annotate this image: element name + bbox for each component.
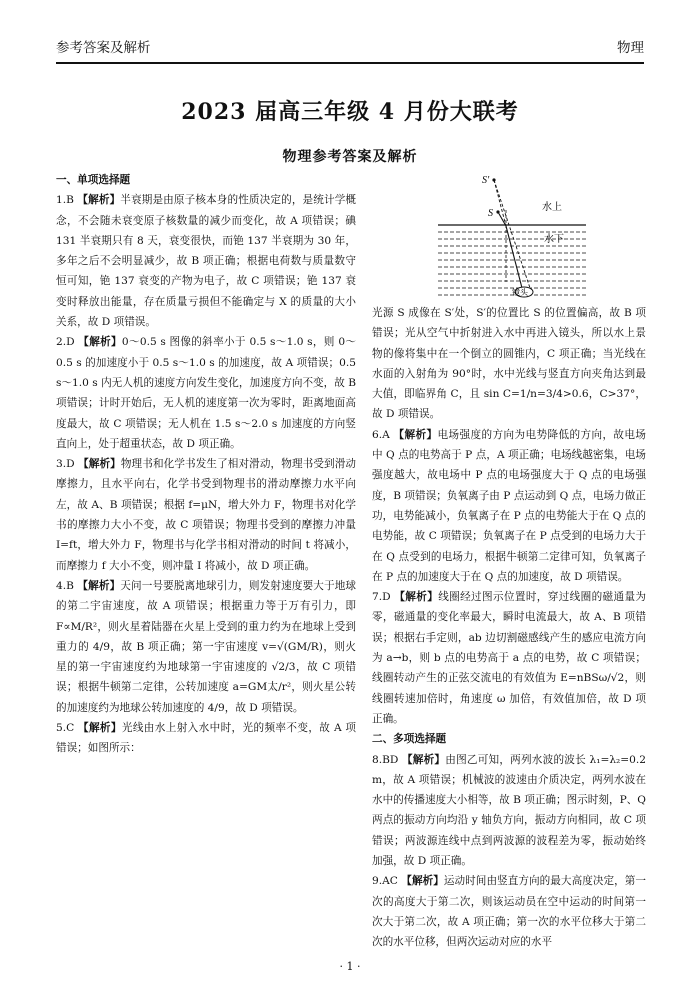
answer-choice: D	[66, 458, 75, 471]
refraction-diagram	[372, 170, 646, 302]
answer-item	[372, 750, 646, 872]
analysis-tag: 【解析】	[77, 579, 121, 592]
answer-item	[56, 190, 356, 332]
answer-choice: C	[66, 722, 75, 735]
answer-choice: B	[66, 579, 74, 592]
label-above-water: 水上	[542, 202, 562, 213]
answer-item	[56, 576, 356, 718]
question-number: 6.	[372, 428, 383, 441]
question-number: 2.	[56, 336, 67, 349]
analysis-tag: 【解析】	[77, 722, 122, 735]
virtual-ray	[494, 180, 506, 226]
source-point	[496, 210, 499, 213]
left-column	[56, 170, 356, 759]
analysis-tag: 【解析】	[78, 336, 122, 349]
question-number: 5.	[56, 722, 67, 735]
header-rule	[56, 62, 644, 64]
answer-choice: D	[66, 336, 75, 349]
answer-item	[56, 454, 356, 576]
virtual-ray	[494, 180, 530, 288]
analysis-tag: 【解析】	[78, 458, 121, 471]
page-number: · 1 ·	[339, 960, 361, 973]
label-s: S	[488, 208, 493, 219]
answer-item	[56, 718, 356, 759]
label-s-prime: S′	[482, 175, 490, 186]
question-number: 3.	[56, 458, 67, 471]
analysis-tag: 【解析】	[77, 194, 121, 207]
analysis-text: 光线由水上射入水中时，光的频率不变，故 A 项错误；如图所示：	[56, 722, 357, 755]
answer-item-continued	[372, 303, 646, 425]
label-below-water: 水下	[544, 234, 564, 245]
analysis-text: 物理书和化学书发生了相对滑动，物理书受到滑动摩擦力，且水平向右，化学书受到物理书的滑动摩擦力水平向左，故 A、B 项错误；根据 f=μN，增大外力 F，物理书对化学书的摩擦力大小不变，故 C 项错误；物理书受到的摩擦力冲量 I=ft，增大外力 F，物理书与化学书相对滑动的时间 t 将减小，而摩擦力 f 大小不变，则冲量 I 将减小，故 D 项正确。	[56, 458, 357, 572]
analysis-text: 电场强度的方向为电势降低的方向，故电场中 Q 点的电势高于 P 点，A 项正确；电场线越密集，电场强度越大，故电场中 P 点的电场强度大于 Q 点的电场强度，B 项错误；负氧离子由 P 点运动到 Q 点，电场力做正功，电势能减小，负氧离子在 P 点的电势能大于在 Q 点的电势能，故 C 项错误；负氧离子在 P 点受到的电场力大于在 Q 点受到的电场力，根据牛顿第二定律可知，负氧离子在 P 点的加速度大于在 Q 点的加速度，故 D 项错误。	[372, 428, 647, 583]
answer-item	[372, 871, 646, 952]
answer-choice: B	[66, 194, 74, 207]
source-point-image	[492, 178, 495, 181]
section-heading-single: 一、单项选择题	[56, 174, 131, 186]
answer-item	[372, 587, 646, 729]
right-column	[372, 303, 646, 953]
incident-ray	[498, 212, 506, 226]
analysis-tag: 【解析】	[401, 753, 446, 766]
analysis-tag: 【解析】	[394, 591, 439, 604]
header-left-title: 参考答案及解析	[56, 40, 151, 56]
page-subtitle: 物理参考答案及解析	[282, 149, 418, 165]
analysis-tag: 【解析】	[401, 875, 444, 888]
question-number: 8.	[372, 753, 383, 766]
answer-item	[372, 425, 646, 587]
question-number: 9.	[372, 875, 383, 888]
answer-choice: BD	[382, 753, 399, 766]
question-number: 7.	[372, 591, 383, 604]
answer-choice: D	[382, 591, 391, 604]
label-lens: 镜头	[512, 288, 528, 297]
question-number: 1.	[56, 194, 67, 207]
answer-choice: A	[382, 428, 390, 441]
header-subject: 物理	[617, 40, 644, 56]
analysis-text: 半衰期是由原子核本身的性质决定的，是统计学概念，不会随未衰变原子核数量的减少而变化，故 A 项错误；碘 131 半衰期只有 8 天，衰变很快，而铯 137 半衰期为 30 年，多年之后不会明显减少，故 B 项正确；根据电荷数与质量数守恒可知，铯 137 衰变的产物为电子，故 C 项错误；铯 137 衰变时释放出能量，存在质量亏损但不能确定与 X 的质量的大小关系，故 D 项错误。	[56, 194, 357, 329]
analysis-text: 运动时间由竖直方向的最大高度决定，第一次的高度大于第二次，则该运动员在空中运动的时间第一次大于第二次，故 A 项正确；第一次的水平位移大于第二次的水平位移，但两次运动对应的水平	[372, 875, 647, 949]
analysis-text: 线圈经过图示位置时，穿过线圈的磁通量为零，磁通量的变化率最大，瞬时电流最大，故 A、B 项错误；根据右手定则，ab 边切割磁感线产生的感应电流方向为 a→b，则 b 点的电势高于 a 点的电势，故 C 项错误；线圈转动产生的正弦交流电的有效值为 E=nBSω/√2，则线圈转速加倍时，角速度 ω 加倍，有效值加倍，故 D 项正确。	[372, 591, 647, 725]
analysis-text: 光源 S 成像在 S′处，S′的位置比 S 的位置偏高，故 B 项错误；光从空气中折射进入水中再进入镜头，所以水上景物的像将集中在一个倒立的圆锥内，C 项正确；当光线在水面的入射角为 90°时，水中光线与竖直方向夹角达到最大值，即临界角 C，且 sin C=1/n=3/4>0.6，C>37°，故 D 项错误。	[372, 307, 646, 421]
analysis-text: 由图乙可知，两列水波的波长 λ₁=λ₂=0.2 m，故 A 项错误；机械波的波速由介质决定，两列水波在水中的传播速度大小相等，故 B 项正确；图示时刻，P、Q 两点的振动方向均沿 y 轴负方向，振动方向相同，故 C 项错误；两波源连线中点到两波源的波程差为零，振动始终加强，故 D 项正确。	[372, 753, 647, 868]
analysis-text: 天问一号要脱离地球引力，则发射速度要大于地球的第二宇宙速度，故 A 项错误；根据重力等于万有引力，即 F∝M/R²，则火星着陆器在火星上受到的重力约为在地球上受到重力的 4/9，故 B 项正确；第一宇宙速度 v=√(GM/R)，则火星的第一宇宙速度约为地球第一宇宙速度的 √2/3，故 C 项错误；根据牛顿第二定律，公转加速度 a=GM太/r²，则火星公转的加速度约为地球公转加速度的 4/9，故 D 项错误。	[56, 579, 357, 714]
page-header	[56, 36, 644, 58]
section-heading-multi: 二、多项选择题	[372, 733, 447, 746]
question-number: 4.	[56, 579, 67, 592]
analysis-text: 0～0.5 s 图像的斜率小于 0.5 s～1.0 s，则 0～0.5 s 的加速度小于 0.5 s～1.0 s 的加速度，故 A 项错误；0.5 s～1.0 s 内无人机的速度方向发生变化，加速度方向不变，故 B 项错误；计时开始后，无人机的速度第一次为零时，距离地面高度最大，故 C 项错误；无人机在 1.5 s～2.0 s 加速度的方向竖直向上，处于超重状态，故 D 项正确。	[56, 336, 357, 450]
answer-choice: AC	[382, 875, 398, 888]
answer-item	[56, 332, 356, 454]
page-title: 2023 届高三年级 4 月份大联考	[181, 99, 519, 125]
analysis-tag: 【解析】	[393, 428, 438, 441]
